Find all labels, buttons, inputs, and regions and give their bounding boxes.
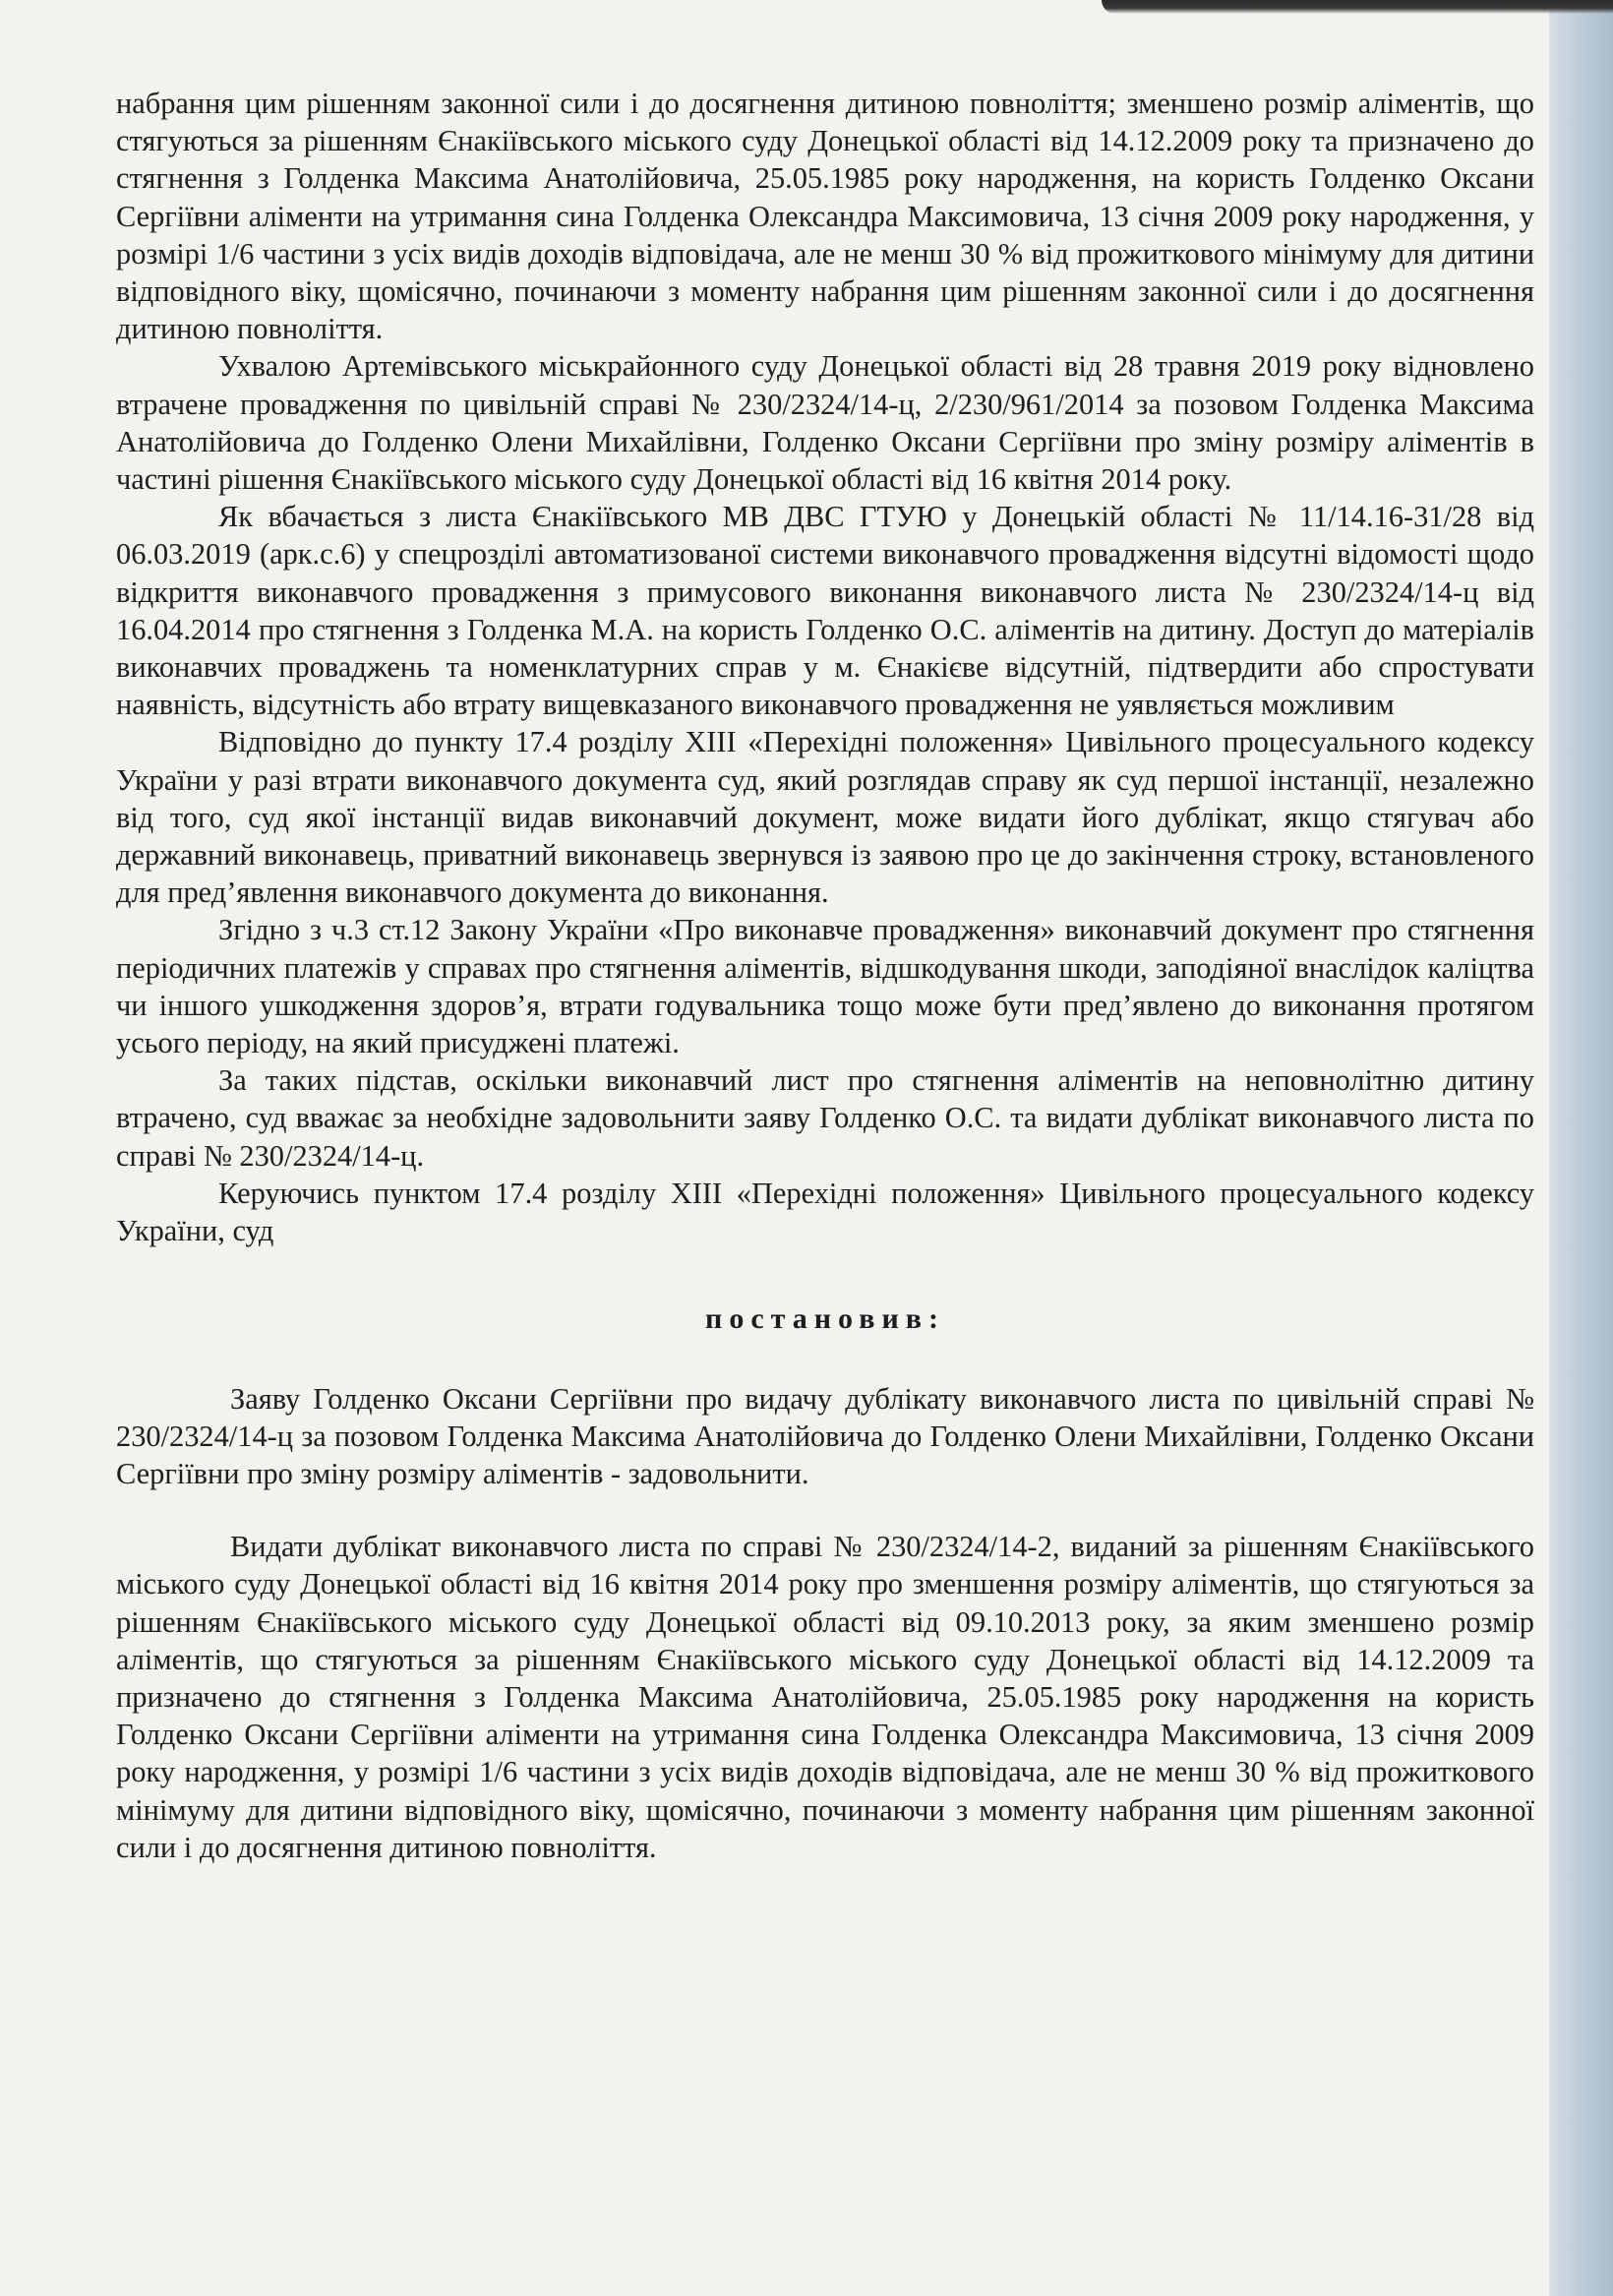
scan-shadow xyxy=(1102,0,1613,14)
paragraph-law-12: Згідно з ч.3 ст.12 Закону України «Про виконавче провадження» виконавчий документ про стягнення періодичних платежів у справах про стягнення аліментів, відшкодування шкоди, заподіяної внаслідок каліцтва чи іншого ушкодження здоров’я, втрати годувальника тощо може бути пред’явлено до виконання протягом усього періоду, на який присуджені платежі. xyxy=(116,913,1534,1060)
document-body xyxy=(116,85,1534,1866)
scanner-edge xyxy=(1549,0,1613,2296)
paragraph-guided: Керуючись пунктом 17.4 розділу XIII «Перехідні положення» Цивільного процесуального кодексу України, суд xyxy=(116,1176,1534,1248)
paragraph-gap xyxy=(116,1492,1534,1528)
paragraph-continuation: набрання цим рішенням законної сили і до досягнення дитиною повноліття; зменшено розмір аліментів, що стягуються за рішенням Єнакіївського міського суду Донецької області від 14.12.2009 року та призначено до стягнення з Голденка Максима Анатолійовича, 25.05.1985 року народження, на користь Голденко Оксани Сергіївни аліменти на утримання сина Голденка Олександра Максимовича, 13 січня 2009 року народження, у розмірі 1/6 частини з усіх видів доходів відповідача, але не менш 30 % від прожиткового мінімуму для дитини відповідного віку, щомісячно, починаючи з моменту набрання цим рішенням законної сили і до досягнення дитиною повноліття. xyxy=(116,87,1534,346)
paragraph-letter: Як вбачається з листа Єнакіївського МВ ДВС ГТУЮ у Донецькій області № 11/14.16-31/28 від 06.03.2019 (арк.с.6) у спецрозділі автоматизованої системи виконавчого провадження відсутні відомості щодо відкриття виконавчого провадження з примусового виконання виконавчого листа № 230/2324/14-ц від 16.04.2014 про стягнення з Голденка М.А. на користь Голденко О.С. аліментів на дитину. Доступ до матеріалів виконавчих проваджень та номенклатурних справ у м. Єнакієве відсутній, підтвердити або спростувати наявність, відсутність або втрату вищевказаного виконавчого провадження не уявляється можливим xyxy=(116,500,1534,722)
resolution-heading: постановив: xyxy=(705,1302,945,1336)
paragraph-law-17-4: Відповідно до пункту 17.4 розділу XIII «Перехідні положення» Цивільного процесуального кодексу України у разі втрати виконавчого документа суд, який розглядав справу як суд першої інстанції, незалежно від того, суд якої інстанції видав виконавчий документ, може видати його дублікат, якщо стягувач або державний виконавець, приватний виконавець звернувся із заявою про це до закінчення строку, встановленого для пред’явлення виконавчого документа до виконання. xyxy=(116,725,1534,910)
resolution-item-duplicate: Видати дублікат виконавчого листа по справі № 230/2324/14-2, виданий за рішенням Єнакіївського міського суду Донецької області від 16 квітня 2014 року про зменшення розміру аліментів, що стягуються за рішенням Єнакіївського міського суду Донецької області від 09.10.2013 року, за яким зменшено розмір аліментів, що стягуються за рішенням Єнакіївського міського суду Донецької області від 14.12.2009 та призначено до стягнення з Голденка Максима Анатолійовича, 25.05.1985 року народження на користь Голденко Оксани Сергіївни аліменти на утримання сина Голденка Олександра Максимовича, 13 січня 2009 року народження, у розмірі 1/6 частини з усіх видів доходів відповідача, але не менш 30 % від прожиткового мінімуму для дитини відповідного віку, щомісячно, починаючи з моменту набрання цим рішенням законної сили і до досягнення дитиною повноліття. xyxy=(116,1530,1534,1864)
paragraph-grounds: За таких підстав, оскільки виконавчий лист про стягнення аліментів на неповнолітню дитину втрачено, суд вважає за необхідне задовольнити заяву Голденко О.С. та видати дублікат виконавчого листа по справі № 230/2324/14-ц. xyxy=(116,1063,1534,1173)
resolution-item-grant: Заяву Голденко Оксани Сергіївни про видачу дублікату виконавчого листа по цивільній справі № 230/2324/14-ц за позовом Голденка Максима Анатолійовича до Голденко Олени Михайлівни, Голденко Оксани Сергіївни про зміну розміру аліментів - задовольнити. xyxy=(116,1381,1534,1490)
paragraph-ruling: Ухвалою Артемівського міськрайонного суду Донецької області від 28 травня 2019 року відновлено втрачене провадження по цивільній справі № 230/2324/14-ц, 2/230/961/2014 за позовом Голденка Максима Анатолійовича до Голденко Олени Михайлівни, Голденко Оксани Сергіївни про зміну розміру аліментів в частині рішення Єнакіївського міського суду Донецької області від 16 квітня 2014 року. xyxy=(116,349,1534,497)
